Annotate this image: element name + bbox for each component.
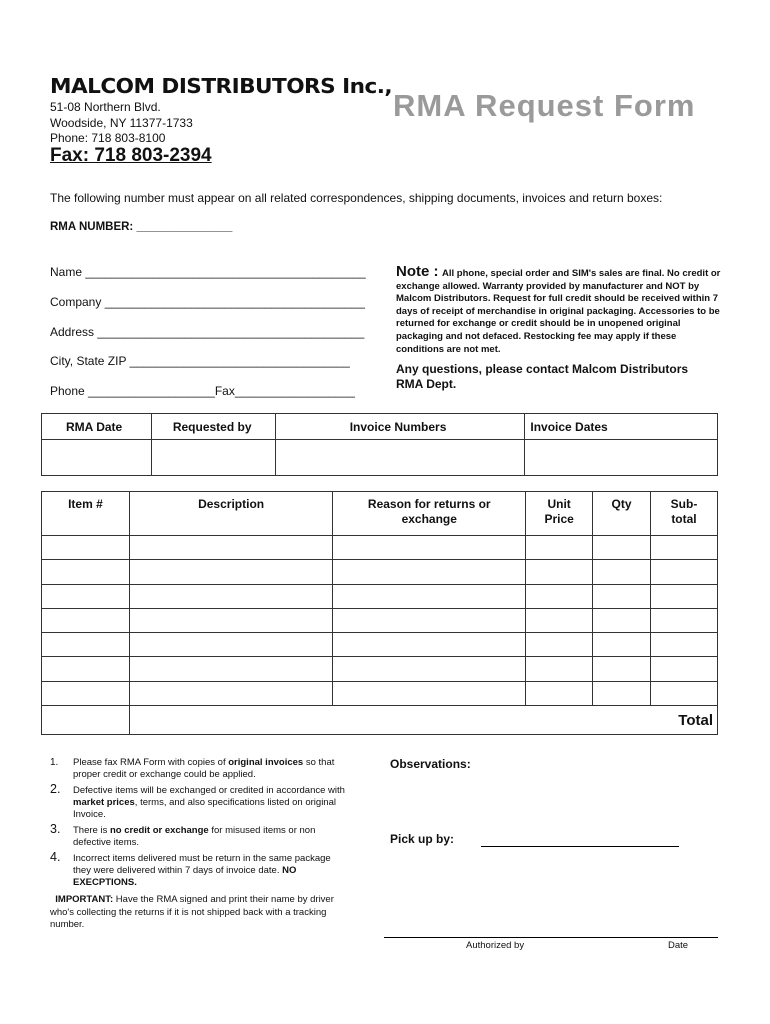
reason-cell[interactable] xyxy=(333,608,526,632)
subtotal-cell[interactable] xyxy=(650,608,717,632)
invoice-numbers-header: Invoice Numbers xyxy=(275,414,525,440)
list-item: 3. There is no credit or exchange for misused items or non defective items. xyxy=(50,822,316,848)
total-row xyxy=(42,706,718,735)
rma-date-cell[interactable] xyxy=(42,440,152,476)
reason-cell[interactable] xyxy=(333,657,526,681)
item-cell[interactable] xyxy=(42,681,130,705)
description-cell[interactable] xyxy=(129,560,333,584)
table-row xyxy=(42,584,718,608)
item-cell[interactable] xyxy=(42,608,130,632)
note-label: Note : xyxy=(396,263,439,280)
reason-header: Reason for returns or exchange xyxy=(333,492,526,536)
item-cell[interactable] xyxy=(42,633,130,657)
reason-cell[interactable] xyxy=(333,681,526,705)
unit-price-cell[interactable] xyxy=(526,681,593,705)
address-line-1: 51-08 Northern Blvd. xyxy=(50,100,161,114)
item-number-header: Item # xyxy=(42,492,130,536)
list-number: 2. xyxy=(50,782,61,796)
signature-line[interactable] xyxy=(384,937,718,938)
name-field[interactable]: Name __________________________________________ xyxy=(50,265,366,279)
unit-price-header: Unit Price xyxy=(526,492,593,536)
address-line-2: Woodside, NY 11377-1733 xyxy=(50,116,193,130)
form-title: RMA Request Form xyxy=(393,88,696,123)
phone-number: Phone: 718 803-8100 xyxy=(50,131,166,145)
list-number: 4. xyxy=(50,850,61,864)
qty-cell[interactable] xyxy=(593,633,651,657)
qty-header: Qty xyxy=(593,492,651,536)
items-table xyxy=(41,491,718,735)
list-item: 2. Defective items will be exchanged or credited in accordance with market prices, terms, and also specifications listed on original Invoice. xyxy=(50,782,345,820)
conditions-list xyxy=(50,757,350,893)
company-field[interactable]: Company _______________________________________ xyxy=(50,295,365,309)
description-cell[interactable] xyxy=(129,536,333,560)
list-item: 1. Please fax RMA Form with copies of original invoices so that proper credit or exchange could be applied. xyxy=(50,757,335,780)
description-cell[interactable] xyxy=(129,584,333,608)
subtotal-cell[interactable] xyxy=(650,633,717,657)
pickup-label: Pick up by: xyxy=(390,832,455,846)
unit-price-cell[interactable] xyxy=(526,536,593,560)
observations-label: Observations: xyxy=(390,757,471,771)
authorized-by-label: Authorized by xyxy=(466,940,525,951)
subtotal-cell[interactable] xyxy=(650,681,717,705)
list-number: 1. xyxy=(50,757,59,768)
subtotal-cell[interactable] xyxy=(650,536,717,560)
company-name: MALCOM DISTRIBUTORS Inc., xyxy=(50,74,393,98)
city-state-zip-field[interactable]: City, State ZIP _________________________________ xyxy=(50,354,350,368)
unit-price-cell[interactable] xyxy=(526,560,593,584)
important-note: IMPORTANT: Have the RMA signed and print their name by driver who's collecting the returns if it is not shipped back with a tracking number. xyxy=(50,894,334,930)
invoice-dates-cell[interactable] xyxy=(525,440,718,476)
unit-price-cell[interactable] xyxy=(526,657,593,681)
unit-price-cell[interactable] xyxy=(526,633,593,657)
table-row xyxy=(42,681,718,705)
description-header: Description xyxy=(129,492,333,536)
requested-by-cell[interactable] xyxy=(151,440,275,476)
qty-cell[interactable] xyxy=(593,584,651,608)
questions-text: Any questions, please contact Malcom Distributors RMA Dept. xyxy=(396,362,689,391)
unit-price-cell[interactable] xyxy=(526,584,593,608)
rma-date-header: RMA Date xyxy=(42,414,152,440)
table-row xyxy=(42,608,718,632)
reason-cell[interactable] xyxy=(333,560,526,584)
table-row xyxy=(42,560,718,584)
invoice-numbers-cell[interactable] xyxy=(275,440,525,476)
table-row xyxy=(42,633,718,657)
subtotal-header: Sub-total xyxy=(650,492,717,536)
date-label: Date xyxy=(668,940,689,951)
description-cell[interactable] xyxy=(129,633,333,657)
instruction-text: The following number must appear on all related correspondences, shipping documents, invoices and return boxes: xyxy=(50,191,663,205)
rma-info-table xyxy=(41,413,718,476)
qty-cell[interactable] xyxy=(593,560,651,584)
pickup-line[interactable] xyxy=(481,846,679,847)
list-item: 4. Incorrect items delivered must be return in the same package they were delivered within 7 days of invoice date. NO EXECPTIONS. xyxy=(50,850,331,888)
qty-cell[interactable] xyxy=(593,608,651,632)
qty-cell[interactable] xyxy=(593,681,651,705)
item-cell[interactable] xyxy=(42,657,130,681)
table-row xyxy=(42,657,718,681)
reason-cell[interactable] xyxy=(333,536,526,560)
table-row xyxy=(42,536,718,560)
item-cell[interactable] xyxy=(42,584,130,608)
note-text: All phone, special order and SIM's sales are final. No credit or exchange allowed. Warranty provided by manufacturer and NOT by Malcom Distributors. Request for full credit should be received within 7 days of receipt of merchandise in original packaging. Accessories to be returned for exchange or credit should be in unopened original packaging and not defaced. Restocking fee may apply if these conditions are not met. xyxy=(396,268,721,355)
subtotal-cell[interactable] xyxy=(650,560,717,584)
invoice-dates-header: Invoice Dates xyxy=(525,414,718,440)
subtotal-cell[interactable] xyxy=(650,584,717,608)
qty-cell[interactable] xyxy=(593,657,651,681)
list-number: 3. xyxy=(50,822,61,836)
subtotal-cell[interactable] xyxy=(650,657,717,681)
rma-number-field[interactable]: RMA NUMBER: _______________ xyxy=(50,221,233,233)
description-cell[interactable] xyxy=(129,657,333,681)
total-label: Total xyxy=(129,706,717,735)
description-cell[interactable] xyxy=(129,608,333,632)
description-cell[interactable] xyxy=(129,681,333,705)
reason-cell[interactable] xyxy=(333,584,526,608)
fax-number: Fax: 718 803-2394 xyxy=(50,145,212,166)
qty-cell[interactable] xyxy=(593,536,651,560)
requested-by-header: Requested by xyxy=(151,414,275,440)
reason-cell[interactable] xyxy=(333,633,526,657)
unit-price-cell[interactable] xyxy=(526,608,593,632)
total-spacer xyxy=(42,706,130,735)
item-cell[interactable] xyxy=(42,560,130,584)
phone-fax-field[interactable]: Phone ___________________Fax__________________ xyxy=(50,384,355,398)
address-field[interactable]: Address ________________________________________ xyxy=(50,325,365,339)
item-cell[interactable] xyxy=(42,536,130,560)
